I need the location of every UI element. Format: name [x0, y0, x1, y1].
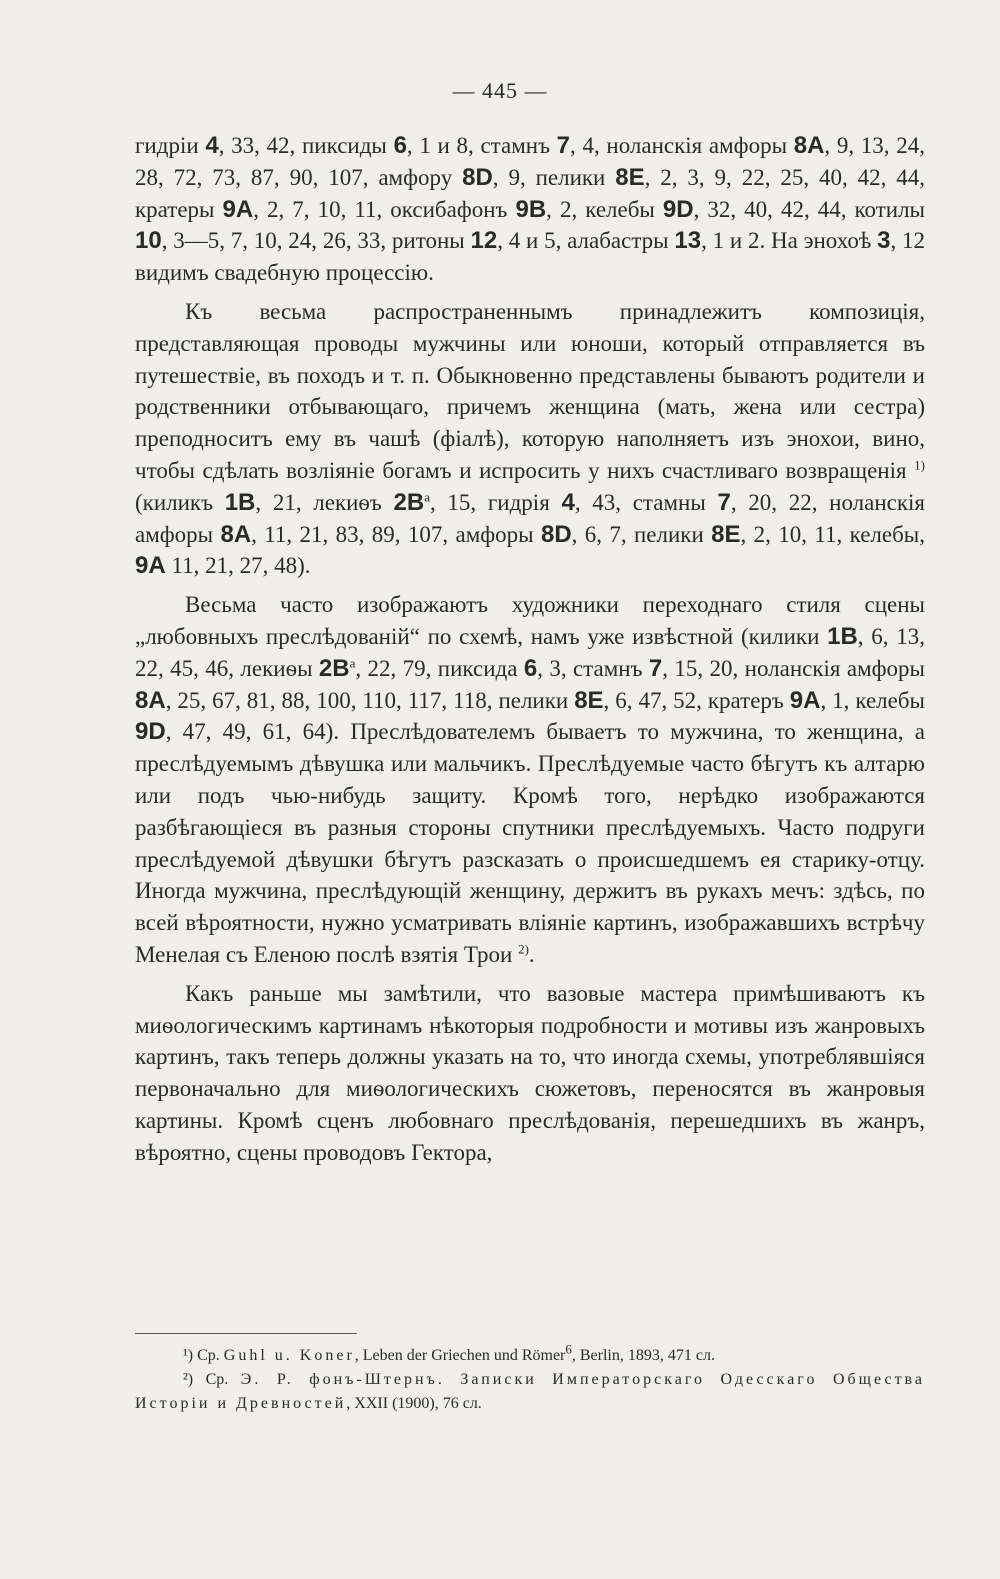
footnote-ref-1[interactable]: 1) [914, 457, 925, 473]
footnote-divider [135, 1333, 357, 1334]
body-text [135, 130, 925, 1169]
paragraph-4: Какъ раньше мы замѣтили, что вазовые мастера примѣшиваютъ къ миѳологическимъ картинамъ нѣкоторыя подробности и мотивы изъ жанровыхъ картинъ, такъ теперь должны указать на то, что иногда схемы, употреблявшіяся первоначально для миѳологическихъ сюжетовъ, переносятся въ жанровыя картины. Кромѣ сценъ любовнаго преслѣдованія, перешедшихъ въ жанръ, вѣроятно, сцены проводовъ Гектора, [135, 980, 925, 1165]
paragraph-1: гидріи 4, 33, 42, пиксиды 6, 1 и 8, стамнъ 7, 4, ноланскія амфоры 8A, 9, 13, 24, 28, 72, 73, 87, 90, 107, амфору 8D, 9, пелики 8E, 2, 3, 9, 22, 25, 40, 42, 44, кратеры 9A, 2, 7, 10, 11, оксибафонъ 9B, 2, келебы 9D, 32, 40, 42, 44, котилы 10, 3—5, 7, 10, 24, 26, 33, ритоны 12, 4 и 5, алабастры 13, 1 и 2. На энохоѣ 3, 12 видимъ свадебную процессію. [135, 132, 925, 286]
footnote-2: ²) Ср. Э. Р. фонъ-Штернъ. Записки Императорскаго Одесскаго Общества Исторіи и Древностей, XXII (1900), 76 сл. [135, 1371, 926, 1412]
footnotes [135, 1341, 926, 1416]
page-number: — 445 — [452, 78, 548, 103]
footnote-ref-2[interactable]: 2) [518, 941, 529, 957]
paragraph-3: Весьма часто изображаютъ художники переходнаго стиля сцены „любовныхъ преслѣдованій“ по схемѣ, намъ уже извѣстной (килики 1B, 6, 13, 22, 45, 46, лекиѳы $2B^a$, 22, 79, пиксида 6, 3, стамнъ 7, 15, 20, ноланскія амфоры 8A, 25, 67, 81, 88, 100, 110, 117, 118, пелики 8E, 6, 47, 52, кратеръ 9A, 1, келебы 9D, 47, 49, 61, 64). Преслѣдователемъ бываетъ то мужчина, то женщина, а преслѣдуемымъ дѣвушка или мальчикъ. Преслѣдуемые часто бѣгутъ къ алтарю или подъ чью-нибудь защиту. Кромѣ того, нерѣдко изображаются разбѣгающіеся въ разныя стороны спутники преслѣдуемыхъ. Часто подруги преслѣдуемой дѣвушки бѣгутъ разсказать о происшедшемъ ея старику-отцу. Иногда мужчина, преслѣдующій женщину, держитъ въ рукахъ мечъ: здѣсь, по всей вѣроятности, нужно усматривать вліяніе картинъ, изображавшихъ встрѣчу Менелая съ Еленою послѣ взятія Трои $^{2)}$. [135, 592, 925, 967]
paragraph-2: Къ весьма распространеннымъ принадлежитъ композиція, представляющая проводы мужчины или юноши, который отправляется въ путешествіе, въ походъ и т. п. Обыкновенно представлены бываютъ родители и родственники отбывающаго, причемъ женщина (мать, жена или сестра) преподноситъ ему въ чашѣ (фіалѣ), которую наполняетъ изъ энохои, вино, чтобы сдѣлать возліяніе богамъ и испросить у нихъ счастливаго возвращенія $^{1)}$ (киликъ 1B, 21, лекиѳъ $2B^a$, 15, гидрія 4, 43, стамны 7, 20, 22, ноланскія амфоры 8A, 11, 21, 83, 89, 107, амфоры 8D, 6, 7, пелики 8E, 2, 10, 11, келебы, 9A 11, 21, 27, 48). [135, 298, 925, 580]
footnote-1: ¹) Ср. Guhl u. Koner, Leben der Griechen und Römer$^6$, Berlin, 1893, 471 сл. [183, 1341, 715, 1364]
